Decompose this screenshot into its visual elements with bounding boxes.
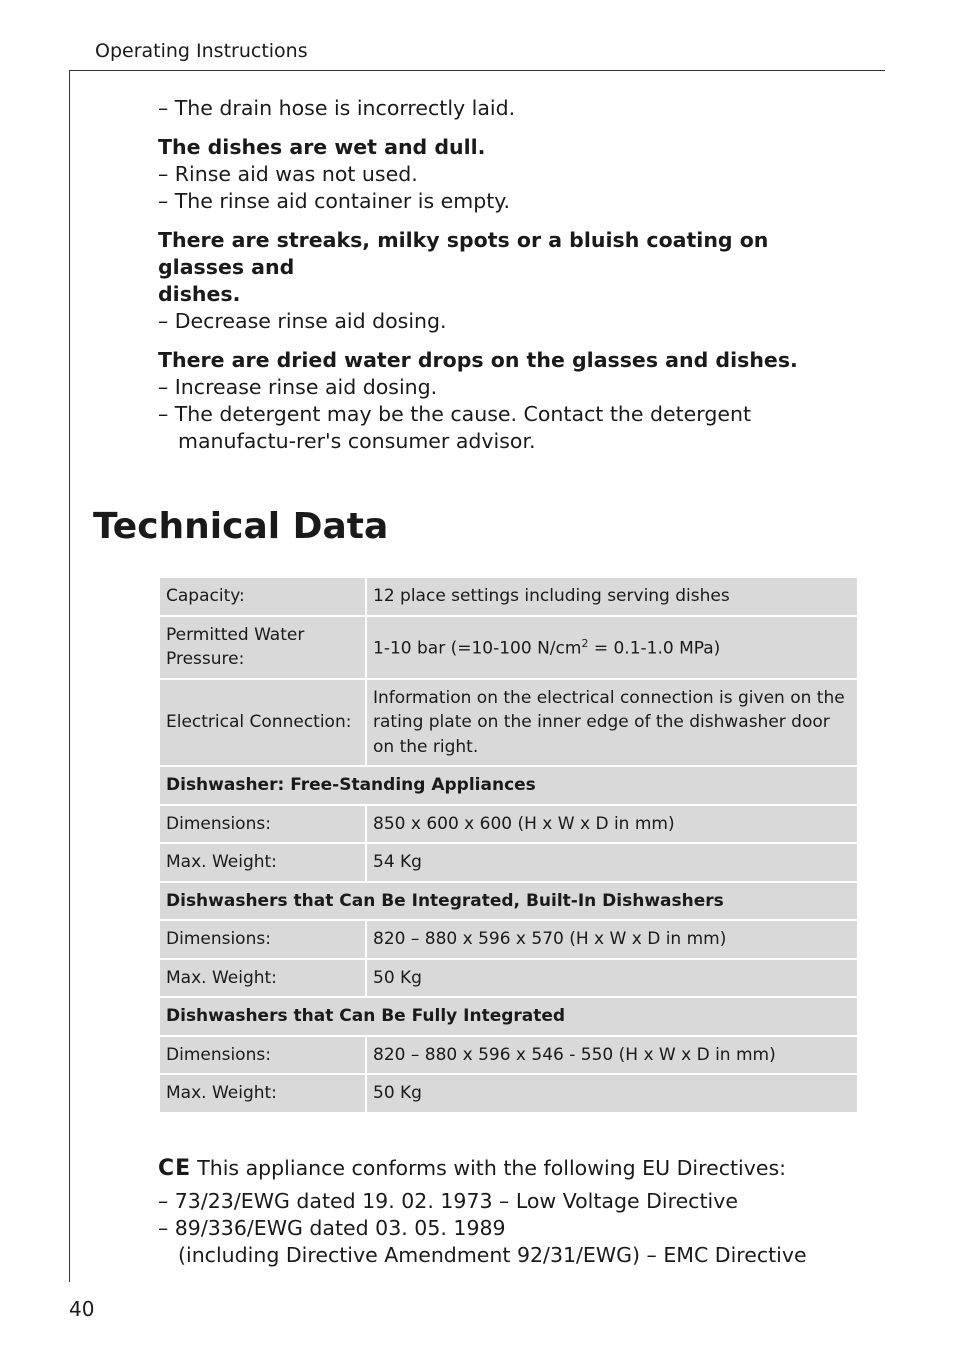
- table-section-row: [160, 883, 857, 920]
- table-cell-value: 820 – 880 x 596 x 570 (H x W x D in mm): [367, 921, 857, 958]
- ce-intro-line: [158, 1155, 878, 1182]
- list-item: – The rinse aid container is empty.: [158, 189, 511, 213]
- table-row: [160, 806, 857, 843]
- table-cell-label: Electrical Connection:: [160, 680, 365, 766]
- section-title: Technical Data: [93, 506, 389, 547]
- page-number: 40: [69, 1297, 95, 1321]
- table-cell-label: Capacity:: [160, 578, 365, 615]
- ce-mark-icon: CE: [158, 1156, 192, 1181]
- table-cell-label: Max. Weight:: [160, 1075, 365, 1112]
- table-row: [160, 1075, 857, 1112]
- table-cell-label: Permitted Water Pressure:: [160, 617, 365, 678]
- table-row: [160, 1037, 857, 1074]
- drain-hose-item: – The drain hose is incorrectly laid.: [158, 96, 516, 120]
- list-item: – Increase rinse aid dosing.: [158, 375, 438, 399]
- table-section-heading: Dishwasher: Free-Standing Appliances: [160, 767, 857, 804]
- table-cell-value: 12 place settings including serving dishes: [367, 578, 857, 615]
- table-section-heading: Dishwashers that Can Be Fully Integrated: [160, 998, 857, 1035]
- table-cell-value: [367, 617, 857, 678]
- troubleshooting-section: [158, 95, 858, 455]
- streaks-heading-line1: There are streaks, milky spots or a bluish coating on glasses and: [158, 228, 769, 279]
- table-cell-label: Dimensions:: [160, 1037, 365, 1074]
- pressure-value-a: 1-10 bar (=10-100 N/cm: [373, 639, 582, 660]
- ce-conformity-section: [158, 1155, 878, 1269]
- table-row: [160, 680, 857, 766]
- table-section-heading: Dishwashers that Can Be Integrated, Built-In Dishwashers: [160, 883, 857, 920]
- table-cell-value: 54 Kg: [367, 844, 857, 881]
- table-cell-value: 50 Kg: [367, 960, 857, 997]
- table-cell-label: Max. Weight:: [160, 844, 365, 881]
- table-cell-value: 850 x 600 x 600 (H x W x D in mm): [367, 806, 857, 843]
- ce-intro: This appliance conforms with the following EU Directives:: [197, 1156, 787, 1180]
- technical-data-table: [158, 576, 859, 1114]
- directive-item: – 73/23/EWG dated 19. 02. 1973 – Low Voltage Directive: [158, 1189, 738, 1213]
- list-item: – The detergent may be the cause. Contact the detergent manufactu-rer's consumer advisor.: [158, 402, 751, 453]
- table-row: [160, 960, 857, 997]
- directive-item-continuation: (including Directive Amendment 92/31/EWG) – EMC Directive: [178, 1243, 807, 1267]
- directive-item: – 89/336/EWG dated 03. 05. 1989: [158, 1216, 506, 1240]
- table-cell-label: Dimensions:: [160, 921, 365, 958]
- table-row: [160, 844, 857, 881]
- running-header: Operating Instructions: [95, 40, 308, 62]
- table-row: [160, 921, 857, 958]
- margin-rule: [69, 70, 70, 1282]
- water-drops-heading: There are dried water drops on the glasses and dishes.: [158, 348, 798, 372]
- table-cell-value: Information on the electrical connection is given on the rating plate on the inner edge of the dishwasher door on the right.: [367, 680, 857, 766]
- pressure-value-b: = 0.1-1.0 MPa): [588, 639, 721, 660]
- streaks-heading: [158, 227, 858, 308]
- list-item: – Rinse aid was not used.: [158, 162, 418, 186]
- table-cell-label: Dimensions:: [160, 806, 365, 843]
- list-item: – Decrease rinse aid dosing.: [158, 309, 447, 333]
- wet-dull-heading: The dishes are wet and dull.: [158, 135, 486, 159]
- table-section-row: [160, 998, 857, 1035]
- table-row: [160, 617, 857, 678]
- table-cell-value: 820 – 880 x 596 x 546 - 550 (H x W x D in mm): [367, 1037, 857, 1074]
- streaks-heading-line2: dishes.: [158, 282, 241, 306]
- pressure-superscript: 2: [581, 637, 589, 651]
- header-rule: [69, 70, 885, 71]
- table-cell-label: Max. Weight:: [160, 960, 365, 997]
- table-cell-value: 50 Kg: [367, 1075, 857, 1112]
- table-section-row: [160, 767, 857, 804]
- table-row: [160, 578, 857, 615]
